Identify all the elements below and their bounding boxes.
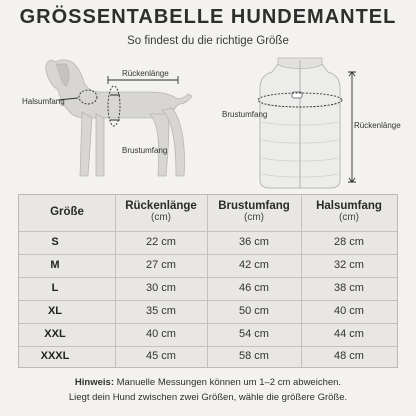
note-line-1	[0, 377, 416, 388]
note-line-2: Liegt dein Hund zwischen zwei Größen, wähle die größere Größe.	[68, 392, 348, 403]
size-table	[18, 194, 398, 368]
coat-icon	[260, 58, 340, 188]
coat-back-length-label: Rückenlänge	[354, 121, 401, 130]
dog-chest-label: Brustumfang	[122, 146, 168, 155]
table-row: L 30 cm 46 cm 38 cm	[51, 282, 364, 294]
table-row: XXXL 45 cm 58 cm 48 cm	[40, 350, 364, 362]
header-chest: Brustumfang (cm)	[218, 200, 290, 223]
table-row: S 22 cm 36 cm 28 cm	[51, 236, 364, 248]
table-row: XL 35 cm 50 cm 40 cm	[47, 305, 364, 317]
note-text-1: Manuelle Messungen können um 1–2 cm abweichen.	[116, 377, 342, 388]
header-neck: Halsumfang (cm)	[316, 200, 382, 223]
dog-back-length-label: Rückenlänge	[122, 69, 169, 78]
note-label: Hinweis:	[74, 377, 114, 388]
header-size: Größe	[50, 206, 84, 218]
page-subtitle: So findest du die richtige Größe	[127, 35, 289, 47]
table-row: XXL 40 cm 54 cm 44 cm	[44, 328, 364, 340]
dog-neck-label: Halsumfang	[22, 97, 65, 106]
table-header-row	[19, 195, 397, 231]
header-back-length: Rückenlänge (cm)	[125, 200, 197, 223]
table-row: M 27 cm 42 cm 32 cm	[50, 259, 364, 271]
page-title: GRÖSSENTABELLE HUNDEMANTEL	[19, 6, 397, 28]
coat-chest-label: Brustumfang	[222, 110, 268, 119]
